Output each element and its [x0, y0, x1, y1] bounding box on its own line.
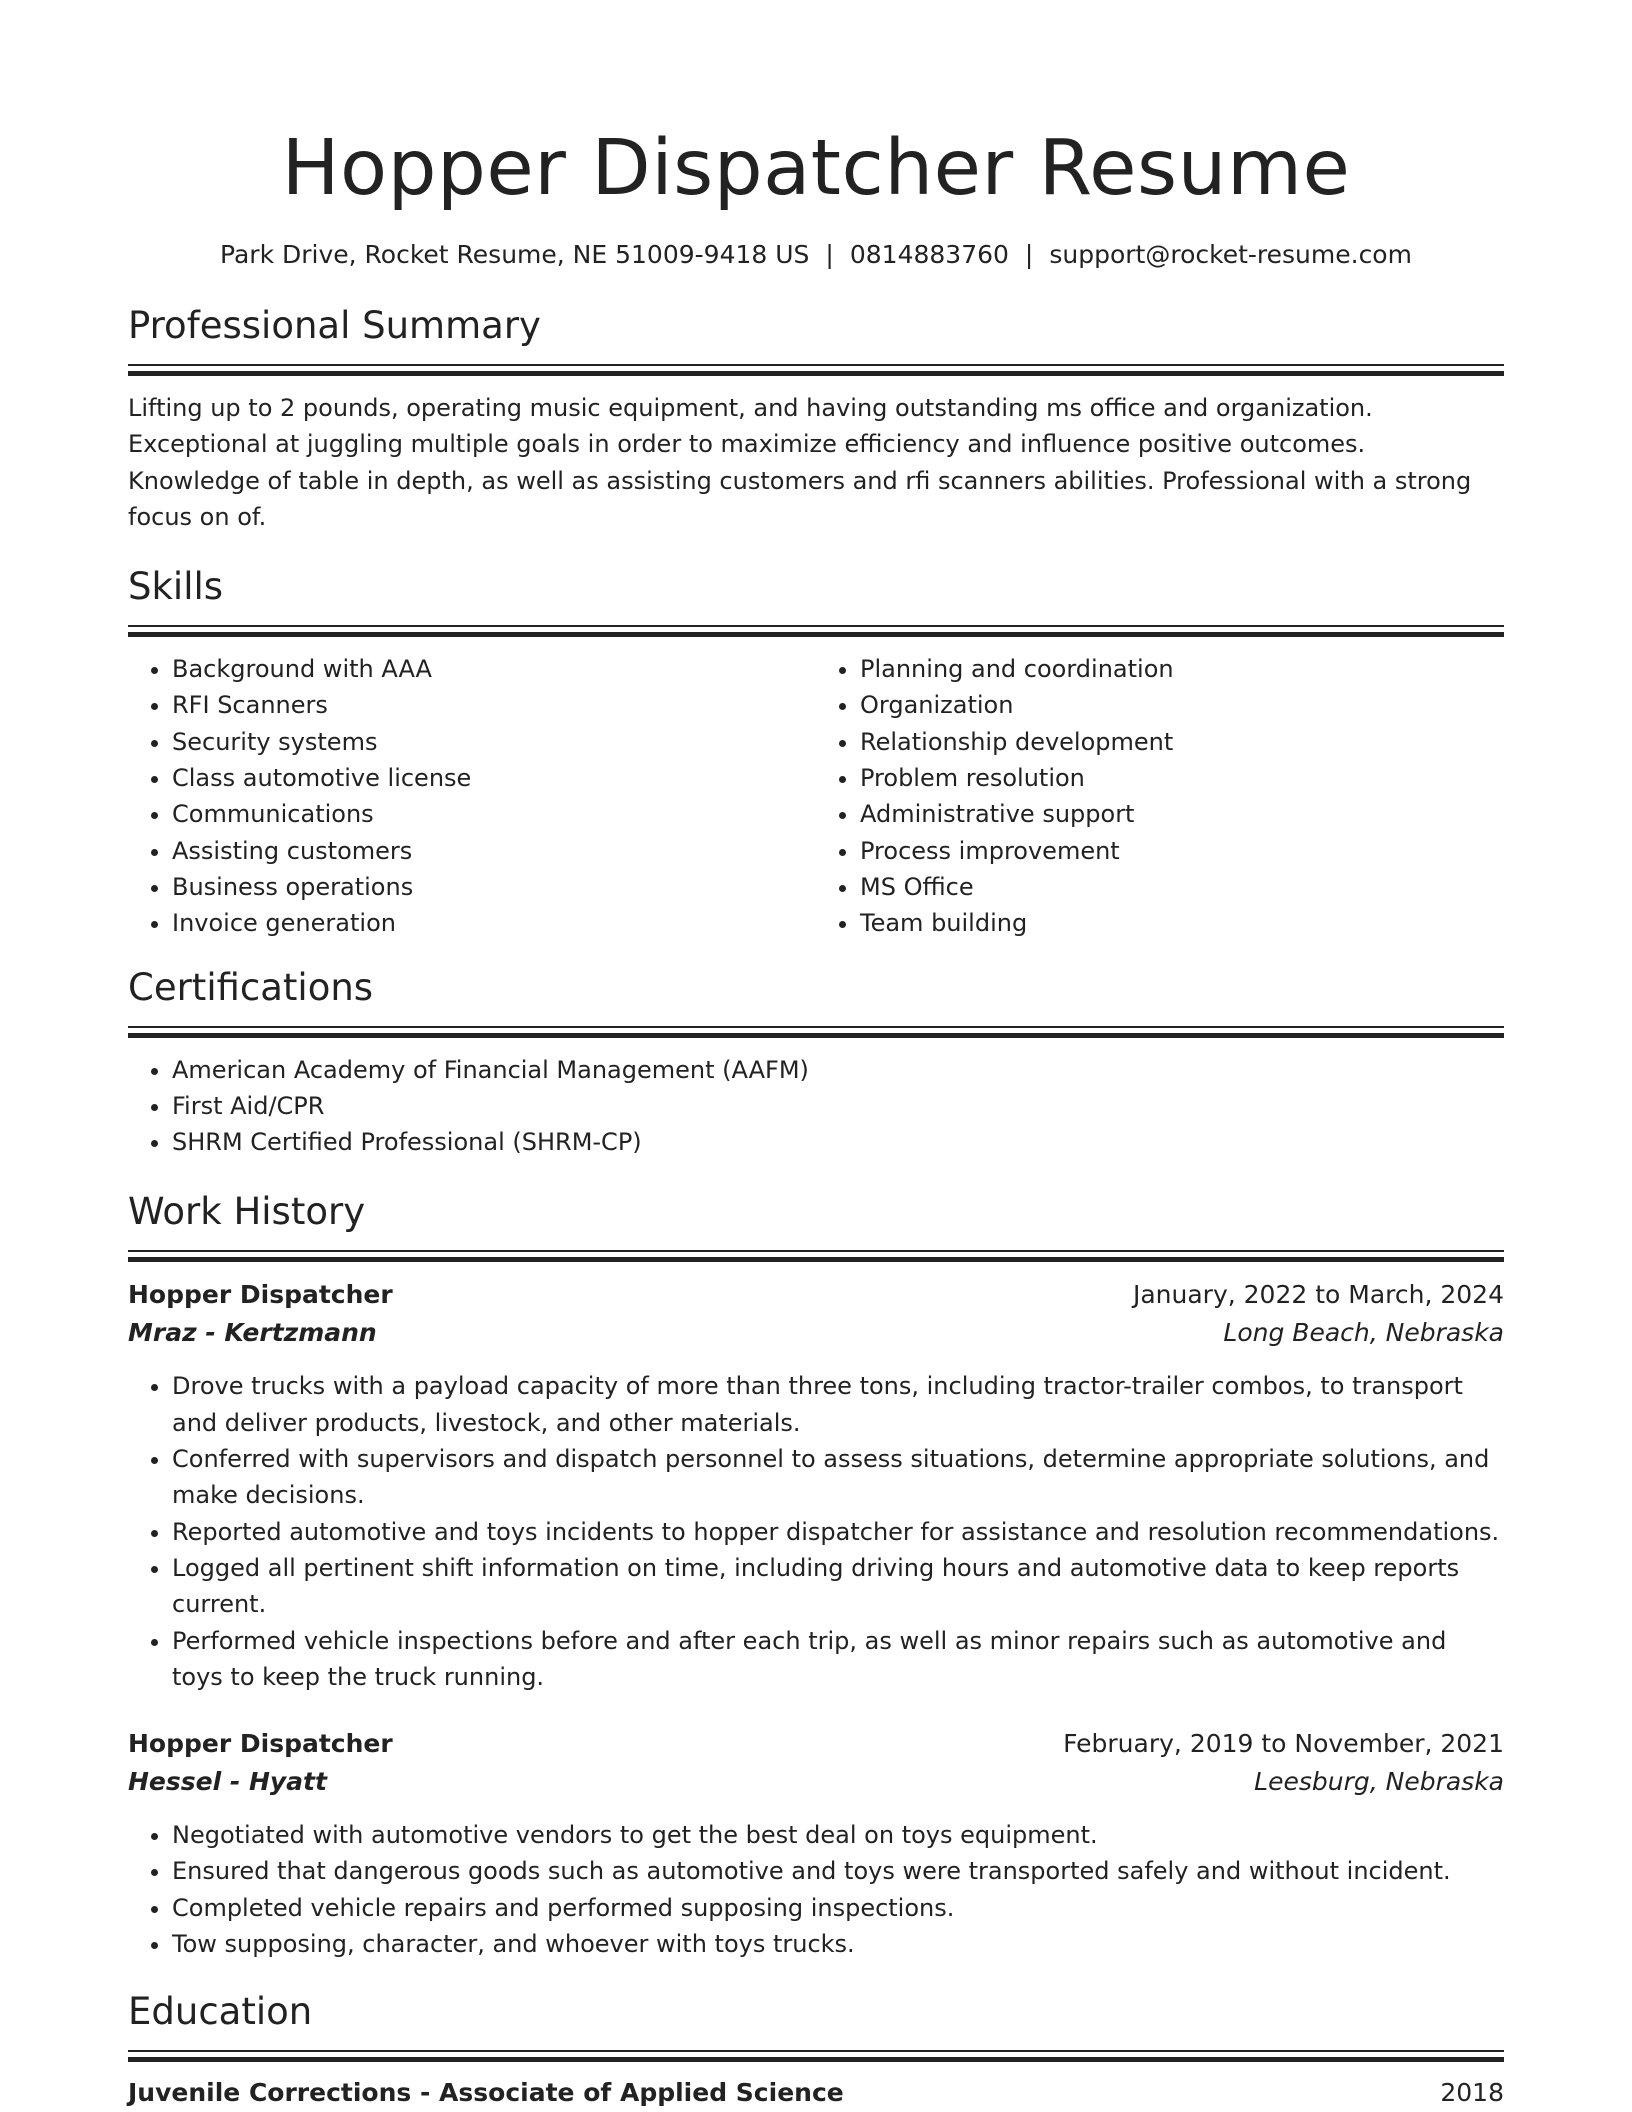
job-entry [128, 1276, 1504, 1695]
skill-item: • Problem resolution [860, 760, 1504, 796]
section-divider [128, 1026, 1504, 1038]
job-location: Leesburg, Nebraska [1254, 1767, 1504, 1797]
section-divider [128, 625, 1504, 637]
job-bullet: • Negotiated with automotive vendors to get the best deal on toys equipment. [172, 1817, 1504, 1853]
job-entry [128, 1725, 1504, 1962]
contact-phone: 0814883760 [849, 240, 1009, 269]
skill-item: • RFI Scanners [172, 687, 816, 723]
section-divider [128, 2050, 1504, 2062]
work-history-heading: Work History [128, 1190, 366, 1234]
contact-line [128, 238, 1504, 272]
job-subheader [128, 1763, 1504, 1801]
summary-heading: Professional Summary [128, 304, 541, 347]
skill-item: • Business operations [172, 869, 816, 905]
job-title: Hopper Dispatcher [128, 1729, 393, 1759]
skill-item: • Security systems [172, 724, 816, 760]
education-section [128, 1988, 1504, 2112]
job-bullets [128, 1368, 1504, 1695]
job-location: Long Beach, Nebraska [1223, 1318, 1504, 1348]
job-bullet: • Conferred with supervisors and dispatch personnel to assess situations, determine appropriate solutions, and make decisions. [172, 1441, 1504, 1514]
job-bullet: • Logged all pertinent shift information on time, including driving hours and automotive data to keep reports current. [172, 1550, 1504, 1623]
job-title: Hopper Dispatcher [128, 1280, 393, 1310]
section-divider [128, 364, 1504, 376]
job-bullet: • Tow supposing, character, and whoever with toys trucks. [172, 1926, 1504, 1962]
education-year: 2018 [1440, 2078, 1504, 2108]
job-subheader [128, 1314, 1504, 1352]
skill-item: • Class automotive license [172, 760, 816, 796]
skill-item: • Communications [172, 796, 816, 832]
education-heading: Education [128, 1990, 313, 2034]
skill-item: • MS Office [860, 869, 1504, 905]
skill-item: • Process improvement [860, 833, 1504, 869]
skill-item: • Invoice generation [172, 905, 816, 941]
skills-list-left [128, 651, 816, 941]
certifications-list [128, 1052, 1504, 1161]
resume-title: Hopper Dispatcher Resume [281, 124, 1351, 213]
skill-item: • Assisting customers [172, 833, 816, 869]
summary-text: Lifting up to 2 pounds, operating music equipment, and having outstanding ms office and organization. Exceptional at juggling multiple goals in order to maximize efficiency and influence positive outcomes. Knowledge of table in depth, as well as assisting customers and rfi scanners abilities. Professional with a strong focus on of. [128, 394, 1472, 531]
education-degree: Juvenile Corrections - Associate of Applied Science [128, 2078, 844, 2108]
job-bullet: • Performed vehicle inspections before and after each trip, as well as minor repairs such as automotive and toys to keep the truck running. [172, 1623, 1504, 1696]
skill-item: • Relationship development [860, 724, 1504, 760]
job-bullet: • Completed vehicle repairs and performed supposing inspections. [172, 1890, 1504, 1926]
contact-email: support@rocket-resume.com [1049, 240, 1412, 269]
certifications-heading: Certifications [128, 965, 374, 1009]
job-bullet: • Ensured that dangerous goods such as automotive and toys were transported safely and without incident. [172, 1853, 1504, 1889]
education-entry [128, 2074, 1504, 2112]
job-bullet: • Drove trucks with a payload capacity of more than three tons, including tractor-trailer combos, to transport and deliver products, livestock, and other materials. [172, 1368, 1504, 1441]
certification-item: • First Aid/CPR [172, 1088, 1504, 1124]
job-dates: February, 2019 to November, 2021 [1063, 1729, 1504, 1759]
contact-address: Park Drive, Rocket Resume, NE 51009-9418 US [220, 240, 810, 269]
certifications-section [128, 964, 1504, 1161]
job-bullet: • Reported automotive and toys incidents to hopper dispatcher for assistance and resolution recommendations. [172, 1514, 1504, 1550]
skills-heading: Skills [128, 565, 224, 609]
job-company: Mraz - Kertzmann [128, 1318, 377, 1348]
summary-section [128, 302, 1504, 535]
skill-item: • Team building [860, 905, 1504, 941]
job-header [128, 1725, 1504, 1763]
skills-list-right [816, 651, 1504, 941]
job-header [128, 1276, 1504, 1314]
skills-columns [128, 651, 1504, 941]
skill-item: • Organization [860, 687, 1504, 723]
skill-item: • Planning and coordination [860, 651, 1504, 687]
section-divider [128, 1250, 1504, 1262]
job-bullets [128, 1817, 1504, 1962]
skill-item: • Administrative support [860, 796, 1504, 832]
work-history-section [128, 1188, 1504, 1962]
certification-item: • SHRM Certified Professional (SHRM-CP) [172, 1124, 1504, 1160]
skill-item: • Background with AAA [172, 651, 816, 687]
contact-separator: | [825, 240, 834, 269]
skills-section [128, 563, 1504, 941]
contact-separator: | [1024, 240, 1034, 269]
certification-item: • American Academy of Financial Management (AAFM) [172, 1052, 1504, 1088]
job-dates: January, 2022 to March, 2024 [1132, 1280, 1504, 1310]
job-company: Hessel - Hyatt [128, 1767, 327, 1797]
